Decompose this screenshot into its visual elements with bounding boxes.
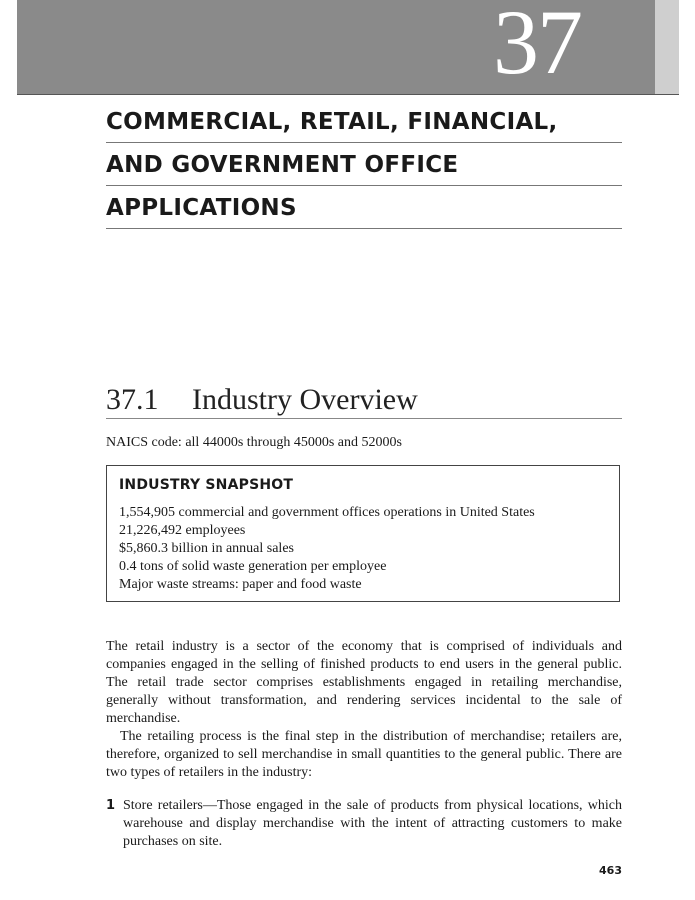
industry-snapshot-box	[106, 465, 620, 602]
list-item-text: Store retailers—Those engaged in the sale of products from physical locations, which warehouse and display merchandise with the intent of attracting customers to make purchases on site.	[123, 798, 622, 849]
list-marker: 1	[106, 798, 116, 813]
section-heading	[106, 382, 622, 419]
snapshot-item: Major waste streams: paper and food waste	[119, 577, 362, 592]
chapter-edge-tab	[655, 0, 679, 94]
chapter-title-line: APPLICATIONS	[106, 188, 622, 229]
snapshot-item: 21,226,492 employees	[119, 523, 246, 538]
page-number: 463	[599, 864, 622, 877]
chapter-number: 37	[493, 0, 581, 93]
snapshot-item: 1,554,905 commercial and government offices operations in United States	[119, 505, 535, 520]
chapter-title	[106, 102, 622, 231]
chapter-header-bar	[17, 0, 655, 94]
numbered-list-item	[106, 797, 622, 851]
chapter-title-line: AND GOVERNMENT OFFICE	[106, 145, 622, 186]
body-text	[106, 638, 622, 782]
paragraph: The retail industry is a sector of the economy that is comprised of individuals and companies engaged in the selling of finished products to end users in the general public. The retail trade sector comprises establishments engaged in retailing merchandise, generally without transformation, and rendering services incidental to the sale of merchandise.	[106, 639, 622, 726]
snapshot-item: $5,860.3 billion in annual sales	[119, 541, 294, 556]
chapter-header-rule	[17, 94, 679, 95]
chapter-title-line: COMMERCIAL, RETAIL, FINANCIAL,	[106, 102, 622, 143]
paragraph: The retailing process is the final step in the distribution of merchandise; retailers are, therefore, organized to sell merchandise in small quantities to the general public. There are two types of retailers in the industry:	[106, 729, 622, 780]
naics-code: NAICS code: all 44000s through 45000s and 52000s	[106, 435, 402, 450]
section-title: Industry Overview	[192, 383, 418, 416]
snapshot-list	[119, 504, 535, 594]
snapshot-title: INDUSTRY SNAPSHOT	[119, 477, 294, 493]
snapshot-item: 0.4 tons of solid waste generation per employee	[119, 559, 387, 574]
section-number: 37.1	[106, 383, 159, 416]
